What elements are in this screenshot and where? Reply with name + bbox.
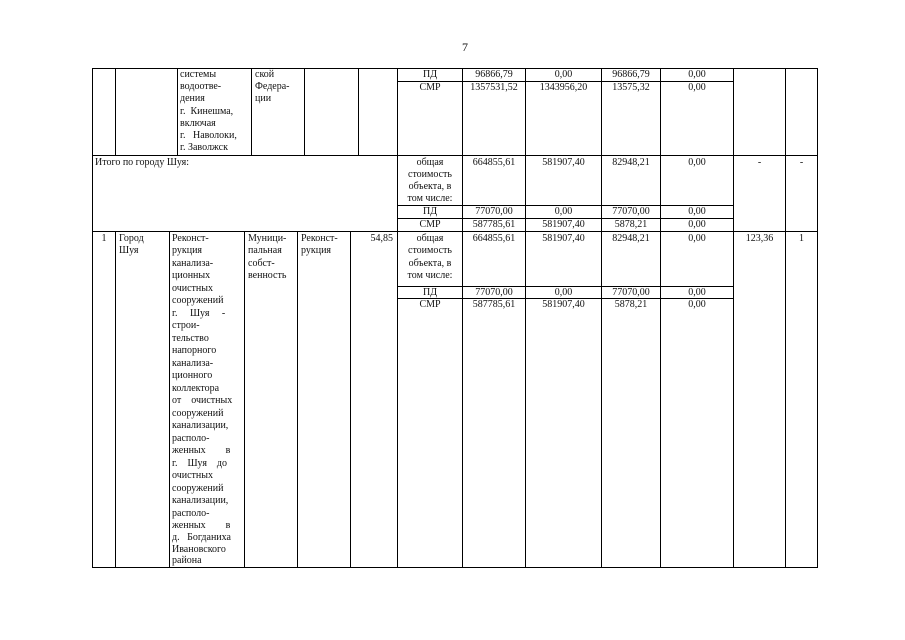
cost-total: 77070,00 [475, 206, 513, 217]
ownership-line: собст- [248, 258, 275, 269]
work-type-line: рукция [301, 245, 332, 256]
cost-regional: 82948,21 [612, 157, 650, 168]
object-name-line: ционного [172, 370, 213, 381]
ownership-line: венность [248, 270, 287, 281]
object-name-line: напорного [172, 345, 217, 356]
city-total-label: Итого по городу Шуя: [95, 157, 190, 168]
object-name-line: рукция [172, 245, 203, 256]
grid-line [244, 231, 245, 568]
grid-line [525, 68, 526, 568]
grid-line [733, 68, 734, 568]
grid-line [397, 68, 398, 568]
cost-total: 664855,61 [472, 233, 516, 244]
grid-line [785, 68, 786, 568]
grid-line [601, 68, 602, 568]
object-name-line: располо- [172, 433, 210, 444]
object-name-line: д. Богданиха [172, 532, 231, 543]
cost-regional: 82948,21 [612, 233, 650, 244]
cost-kind-smr: СМР [419, 219, 441, 230]
grid-line [462, 68, 463, 568]
cost-kind-line: том числе: [407, 193, 453, 204]
count-value: 1 [799, 233, 804, 244]
cost-federal: 581907,40 [542, 157, 585, 168]
object-name-line: системы [180, 69, 217, 80]
object-name-line: г. Шуя до [172, 458, 227, 469]
grid-line [177, 68, 178, 156]
object-name-line: канализа- [172, 258, 214, 269]
ownership-line: ской [255, 69, 275, 80]
object-name-line: коллектора [172, 383, 220, 394]
cost-federal: 581907,40 [542, 233, 585, 244]
object-name-line: Ивановского [172, 544, 226, 555]
cost-total: 587785,61 [472, 299, 516, 310]
city-name-line: Город [119, 233, 144, 244]
cost-regional: 77070,00 [612, 206, 650, 217]
cost-total: 587785,61 [472, 219, 516, 230]
cost-total: 1357531,52 [470, 82, 518, 93]
cost-local: 0,00 [688, 287, 706, 298]
row-number: 1 [101, 233, 107, 244]
cost-federal: 0,00 [554, 287, 573, 298]
cost-total: 77070,00 [475, 287, 513, 298]
page-number: 7 [462, 40, 468, 54]
cost-local: 0,00 [688, 69, 706, 80]
cost-regional: 5878,21 [614, 299, 648, 310]
cost-kind-line: объекта, в [408, 258, 452, 269]
cost-local: 0,00 [688, 233, 706, 244]
cost-kind-line: общая [416, 233, 444, 244]
object-name-line: г. Наволоки, [180, 130, 237, 141]
cost-local: 0,00 [688, 157, 706, 168]
object-name-line: ционных [172, 270, 211, 281]
cost-kind-pd: ПД [422, 69, 438, 80]
work-type-line: Реконст- [301, 233, 338, 244]
cost-kind-line: том числе: [407, 270, 453, 281]
cost-kind-line: стоимость [408, 245, 452, 256]
object-name-line: женных в [172, 520, 231, 531]
grid-line [169, 231, 170, 568]
table-border-right [817, 68, 818, 568]
grid-line [350, 231, 351, 568]
object-name-line: сооружений [172, 408, 224, 419]
cost-kind-line: объекта, в [408, 181, 452, 192]
amount-value: 54,85 [370, 233, 393, 244]
cost-kind-smr: СМР [419, 82, 441, 93]
object-name-line: района [172, 555, 202, 566]
cost-total: 664855,61 [472, 157, 516, 168]
ownership-line: пальная [248, 245, 282, 256]
object-name-line: тельство [172, 333, 209, 344]
cost-local: 0,00 [688, 206, 706, 217]
cost-kind-line: общая [416, 157, 444, 168]
cost-total: 96866,79 [475, 69, 513, 80]
capacity-value: 123,36 [745, 233, 774, 244]
cost-federal: 581907,40 [542, 299, 585, 310]
cost-regional: 5878,21 [614, 219, 648, 230]
table-border-left [92, 68, 93, 568]
object-name-line: Реконст- [172, 233, 209, 244]
grid-line [115, 231, 116, 568]
grid-line [251, 68, 252, 156]
object-name-line: г. Заволжск [180, 142, 228, 153]
object-name-line: г. Кинешма, [180, 106, 234, 117]
object-name-line: дения [180, 93, 205, 104]
object-name-line: очистных [172, 470, 214, 481]
cost-regional: 13575,32 [612, 82, 650, 93]
object-name-line: сооружений [172, 295, 224, 306]
grid-line [660, 68, 661, 568]
cost-regional: 96866,79 [612, 69, 650, 80]
cost-local: 0,00 [688, 82, 706, 93]
grid-line [92, 155, 818, 156]
ownership-line: ции [255, 93, 272, 104]
object-name-line: канализа- [172, 358, 214, 369]
object-name-line: от очистных [172, 395, 233, 406]
grid-line [115, 68, 116, 156]
grid-line [304, 68, 305, 156]
cost-kind-smr: СМР [419, 299, 441, 310]
grid-line [92, 231, 818, 232]
cost-federal: 0,00 [554, 206, 573, 217]
object-name-line: строи- [172, 320, 200, 331]
object-name-line: водоотве- [180, 81, 222, 92]
object-name-line: располо- [172, 508, 210, 519]
object-name-line: сооружений [172, 483, 224, 494]
ownership-line: Федера- [255, 81, 290, 92]
city-name-line: Шуя [119, 245, 139, 256]
grid-line [297, 231, 298, 568]
object-name-line: женных в [172, 445, 231, 456]
cost-regional: 77070,00 [612, 287, 650, 298]
cost-federal: 0,00 [554, 69, 573, 80]
object-name-line: канализации, [172, 420, 229, 431]
cost-kind-line: стоимость [408, 169, 452, 180]
object-name-line: включая [180, 118, 216, 129]
cost-federal: 581907,40 [542, 219, 585, 230]
capacity-value: - [757, 157, 762, 168]
object-name-line: очистных [172, 283, 214, 294]
cost-kind-pd: ПД [422, 287, 438, 298]
cost-federal: 1343956,20 [539, 82, 588, 93]
cost-kind-pd: ПД [422, 206, 438, 217]
cost-local: 0,00 [688, 219, 706, 230]
cost-local: 0,00 [688, 299, 706, 310]
ownership-line: Муници- [248, 233, 287, 244]
object-name-line: г. Шуя - [172, 308, 226, 319]
table-border-bottom [92, 567, 818, 568]
object-name-line: канализации, [172, 495, 229, 506]
grid-line [358, 68, 359, 156]
count-value: - [799, 157, 804, 168]
